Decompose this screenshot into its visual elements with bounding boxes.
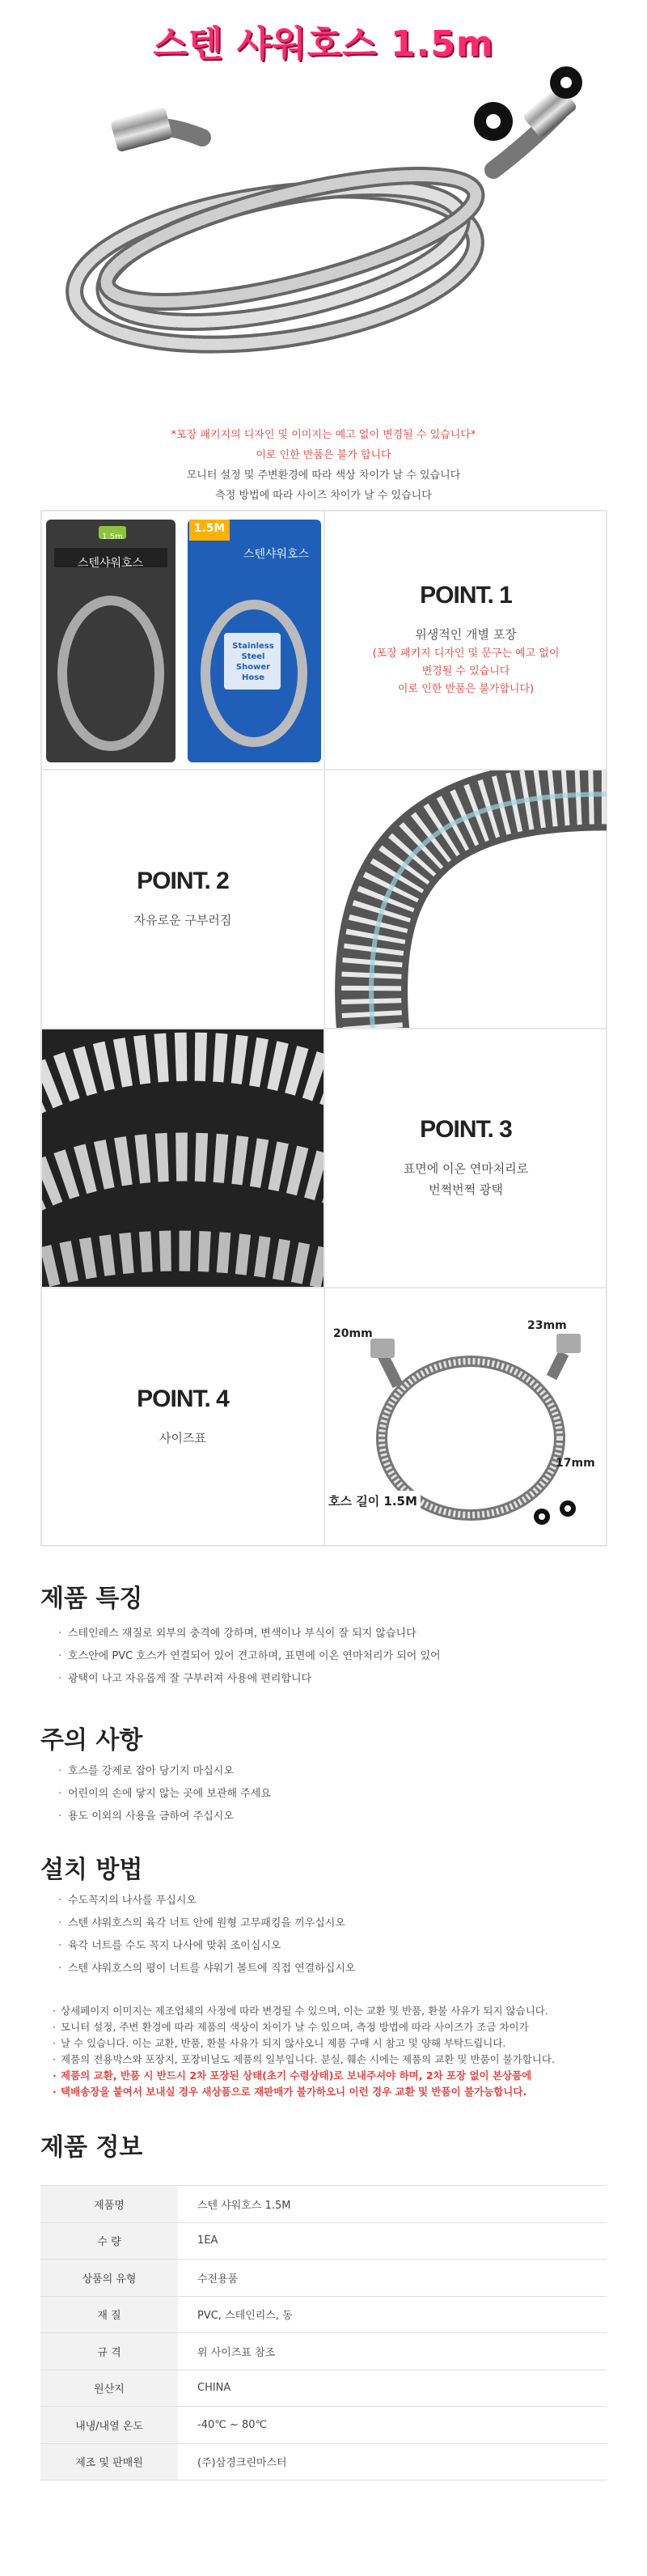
package-tag-left: 1.5m (102, 533, 123, 541)
disclaimer-item: · 택배송장을 붙여서 보내실 경우 새상품으로 재판매가 불가하오니 이런 경우 교환 및 반품이 불가능합니다. (53, 2084, 611, 2100)
size-right: 23mm (527, 1319, 567, 1332)
disclaimer-list (53, 2003, 611, 2100)
point-3 (324, 1029, 607, 1288)
package-image (41, 511, 324, 770)
point-desc: 표면에 이온 연마처리로 (403, 1161, 529, 1176)
features-title: 제품 특징 (40, 1585, 143, 1613)
point-title: POINT. 3 (420, 1116, 512, 1143)
list-item: · 어린이의 손에 닿지 않는 곳에 보관해 주세요 (58, 1783, 608, 1806)
table-row: 규 격 위 사이즈표 참조 (40, 2333, 607, 2370)
table-row: 제조 및 판매원 (주)삼경크린마스터 (40, 2443, 607, 2481)
size-left: 20mm (333, 1327, 373, 1340)
package-label-left: 스텐샤워호스 (77, 557, 144, 570)
table-row: 상품의 유형 수전용품 (40, 2260, 607, 2297)
bent-hose-image (324, 770, 607, 1029)
disclaimer-item: · 모니터 설정, 주변 환경에 따라 제품의 색상이 차이가 날 수 있으며, 측정 방법에 따라 사이즈가 조금 차이가 (53, 2019, 611, 2035)
package-caption: Stainless Steel Shower Hose (232, 642, 274, 682)
info-title: 제품 정보 (40, 2133, 143, 2162)
point-desc: 위생적인 개별 포장 (415, 627, 517, 642)
list-item: · 광택이 나고 자유롭게 잘 구부러져 사용에 편리합니다 (58, 1668, 608, 1691)
table-row: 원산지 CHINA (40, 2370, 607, 2407)
disclaimer-item: · 제품의 전용박스와 포장지, 포장비닐도 제품의 일부입니다. 분실, 훼손 시에는 제품의 교환 및 반품이 불가합니다. (53, 2052, 611, 2068)
point-1 (324, 511, 607, 770)
surface-closeup-image (41, 1029, 324, 1288)
disclaimer-item: · 제품의 교환, 반품 시 반드시 2차 포장된 상태(초기 수령상태)로 보내주셔야 하며, 2차 포장 없이 본상품에 (53, 2068, 611, 2084)
list-item: · 호스를 강제로 잡아 당기지 마십시오 (58, 1760, 608, 1783)
install-list (58, 1890, 608, 1980)
list-item: · 용도 이외의 사용을 금하여 주십시오 (58, 1806, 608, 1828)
product-info-table (40, 2185, 607, 2481)
table-row: 내냉/내열 온도 -40℃ ~ 80℃ (40, 2407, 607, 2444)
list-item: · 스텐 샤워호스의 평이 너트를 샤워기 볼트에 직접 연결하십시오 (58, 1958, 608, 1980)
notice-line: *포장 패키지의 디자인 및 이미지는 예고 없이 변경될 수 있습니다* (171, 429, 476, 441)
point-note: (포장 패키지 디자인 및 문구는 예고 없이 (372, 647, 560, 660)
package-label-right: 스텐샤워호스 (243, 548, 310, 561)
hose-product-image (40, 65, 607, 413)
list-item: · 육각 너트를 수도 꼭지 나사에 맞춰 조이십시오 (58, 1935, 608, 1958)
notice-block (0, 425, 647, 506)
point-desc: 번쩍번쩍 광택 (429, 1182, 503, 1197)
table-row: 재 질 PVC, 스테인리스, 동 (40, 2296, 607, 2333)
point-2 (41, 770, 324, 1029)
point-grid (40, 510, 607, 1546)
table-row: 수 량 1EA (40, 2222, 607, 2260)
list-item: · 호스안에 PVC 호스가 연결되어 있어 견고하며, 표면에 이온 연마처리가 되어 있어 (58, 1645, 608, 1668)
point-note: 이로 인한 반품은 불가합니다) (397, 683, 535, 695)
package-tag-right: 1.5M (193, 522, 226, 535)
point-desc: 사이즈표 (159, 1431, 206, 1445)
size-length: 호스 길이 1.5M (325, 1491, 421, 1511)
page-title: 스텐 샤워호스 1.5m (153, 23, 494, 65)
list-item: · 스테인레스 재질로 외부의 충격에 강하며, 변색이나 부식이 잘 되지 않습니다 (58, 1623, 608, 1645)
cautions-list (58, 1760, 608, 1828)
disclaimer-item: · 상세페이지 이미지는 제조업체의 사정에 따라 변경될 수 있으며, 이는 교환 및 반품, 환불 사유가 되지 않습니다. (53, 2003, 611, 2019)
size-washer: 17mm (556, 1457, 595, 1470)
cautions-title: 주의 사항 (40, 1726, 143, 1755)
point-title: POINT. 1 (420, 582, 512, 609)
point-4 (41, 1288, 324, 1547)
point-title: POINT. 2 (137, 868, 229, 894)
list-item: · 수도꼭지의 나사를 푸십시오 (58, 1890, 608, 1912)
disclaimer-item: · 날 수 있습니다. 이는 교환, 반품, 환불 사유가 되지 않사오니 제품 구매 시 참고 및 양해 부탁드립니다. (53, 2035, 611, 2052)
notice-line: 측정 방법에 따라 사이즈 차이가 날 수 있습니다 (215, 490, 432, 502)
size-chart (324, 1288, 607, 1547)
point-title: POINT. 4 (137, 1386, 229, 1412)
point-desc: 자유로운 구부러짐 (133, 913, 232, 927)
install-title: 설치 방법 (40, 1856, 143, 1884)
point-note: 변경될 수 있습니다 (421, 665, 510, 677)
notice-line: 모니터 설정 및 주변환경에 따라 색상 차이가 날 수 있습니다 (186, 469, 461, 482)
table-row: 제품명 스텐 샤워호스 1.5M (40, 2186, 607, 2223)
list-item: · 스텐 샤워호스의 육각 너트 안에 원형 고무패킹을 끼우십시오 (58, 1912, 608, 1935)
notice-line: 이로 인한 반품은 불가 합니다 (256, 449, 391, 461)
features-list (58, 1623, 608, 1691)
